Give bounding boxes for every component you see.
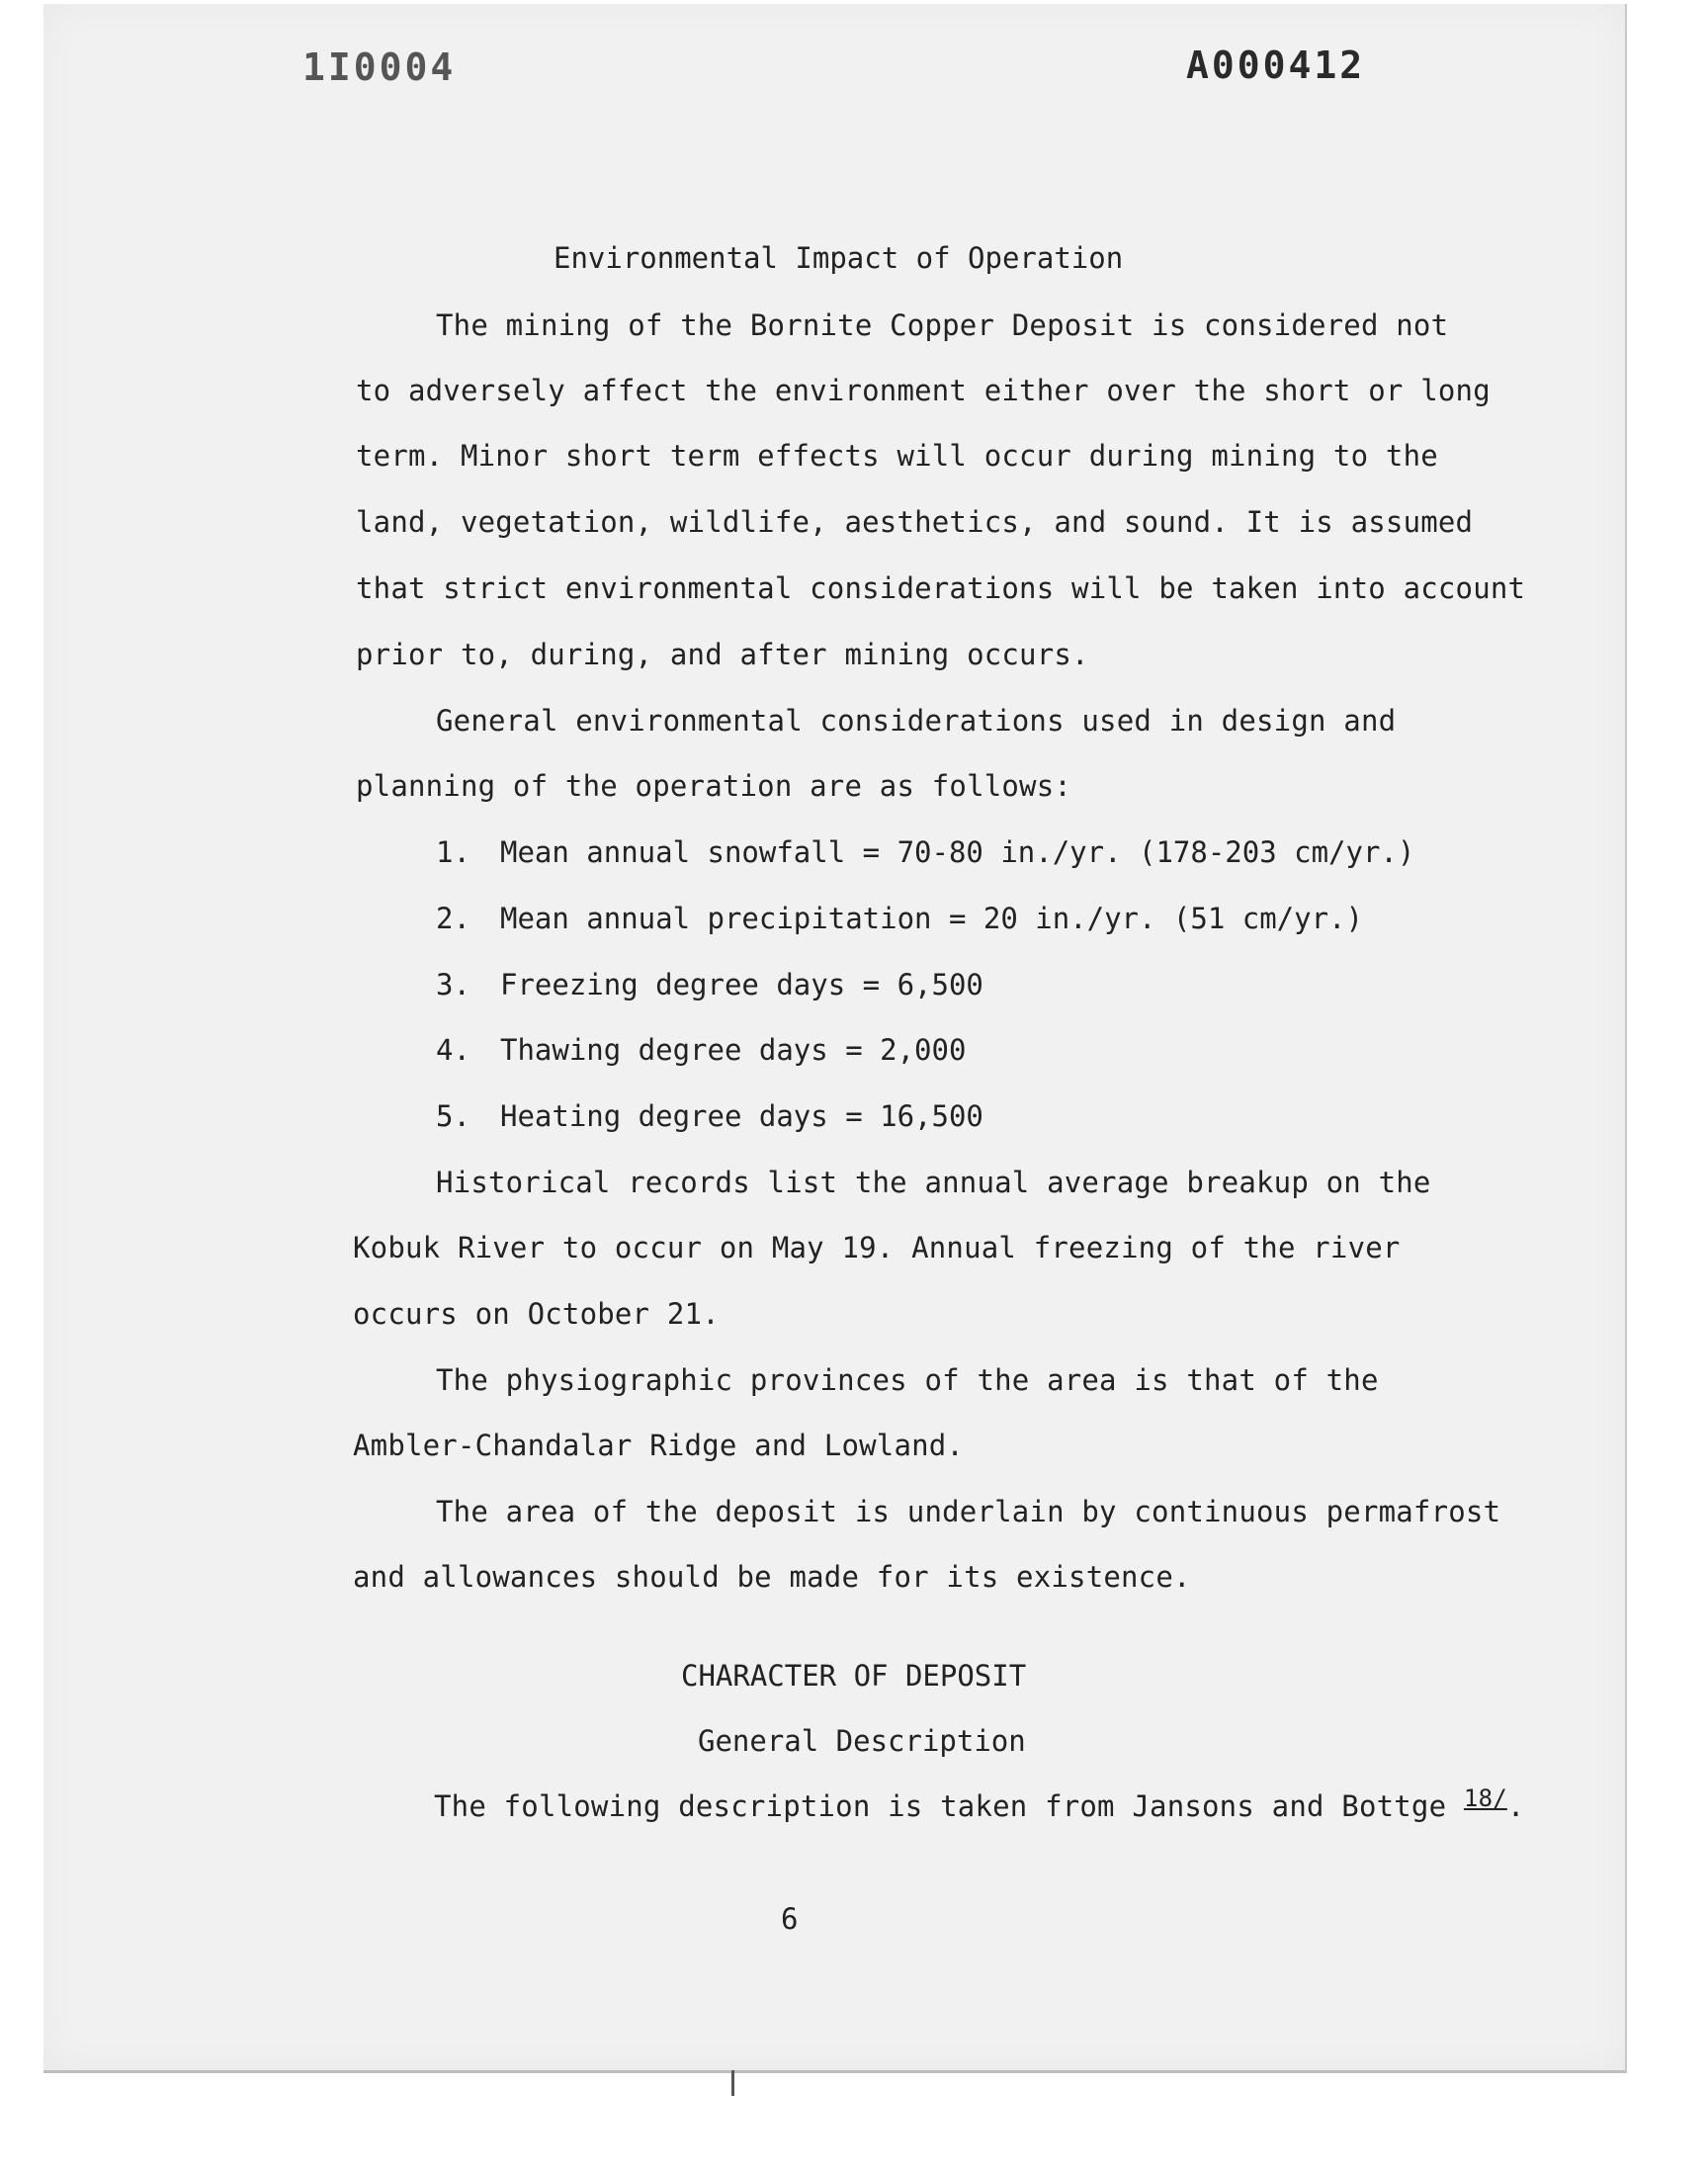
paragraph-line: The mining of the Bornite Copper Deposit is considered not <box>436 308 1449 342</box>
character-heading: CHARACTER OF DEPOSIT <box>681 1659 1027 1693</box>
final-paragraph-line <box>434 1784 1525 1823</box>
list-item-number: 3. <box>436 968 470 1001</box>
section-heading: Environmental Impact of Operation <box>554 241 1124 275</box>
list-item-number: 1. <box>436 835 470 869</box>
paragraph-line: that strict environmental considerations will be taken into account <box>356 571 1526 605</box>
document-stamp-left: 1I0004 <box>302 45 457 89</box>
paragraph-line: Historical records list the annual average breakup on the <box>436 1166 1431 1199</box>
footnote-reference: 18/ <box>1463 1784 1507 1812</box>
paragraph-line: and allowances should be made for its existence. <box>353 1560 1191 1594</box>
paragraph-line: term. Minor short term effects will occur during mining to the <box>356 439 1438 473</box>
paragraph-line: planning of the operation are as follows: <box>356 769 1072 803</box>
paragraph-line: The physiographic provinces of the area is that of the <box>436 1363 1379 1397</box>
list-item-text: Mean annual precipitation = 20 in./yr. (51 cm/yr.) <box>500 902 1363 935</box>
scan-edge-mark <box>731 2070 734 2096</box>
list-item-text: Freezing degree days = 6,500 <box>500 968 983 1001</box>
paragraph-line: Ambler-Chandalar Ridge and Lowland. <box>353 1429 965 1462</box>
paragraph-line: Kobuk River to occur on May 19. Annual freezing of the river <box>353 1231 1401 1264</box>
final-period: . <box>1506 1789 1525 1823</box>
paragraph-line: The area of the deposit is underlain by continuous permafrost <box>436 1495 1501 1528</box>
list-item-text: Heating degree days = 16,500 <box>500 1099 983 1133</box>
list-item-number: 5. <box>436 1099 470 1133</box>
list-item-text: Mean annual snowfall = 70-80 in./yr. (178-203 cm/yr.) <box>500 835 1415 869</box>
paragraph-line: to adversely affect the environment either over the short or long <box>356 374 1491 407</box>
document-stamp-right: A000412 <box>1186 44 1366 87</box>
document-page <box>43 4 1627 2073</box>
paragraph-line: land, vegetation, wildlife, aesthetics, and sound. It is assumed <box>356 505 1474 539</box>
general-description-heading: General Description <box>698 1724 1026 1758</box>
paragraph-line: occurs on October 21. <box>353 1297 720 1331</box>
list-item-text: Thawing degree days = 2,000 <box>500 1033 967 1067</box>
final-line-text: The following description is taken from Jansons and Bottge <box>434 1789 1464 1823</box>
list-item-number: 4. <box>436 1033 470 1067</box>
page-number: 6 <box>781 1902 799 1936</box>
paragraph-line: General environmental considerations used in design and <box>436 704 1397 738</box>
list-item-number: 2. <box>436 902 470 935</box>
paragraph-line: prior to, during, and after mining occurs. <box>356 638 1089 671</box>
